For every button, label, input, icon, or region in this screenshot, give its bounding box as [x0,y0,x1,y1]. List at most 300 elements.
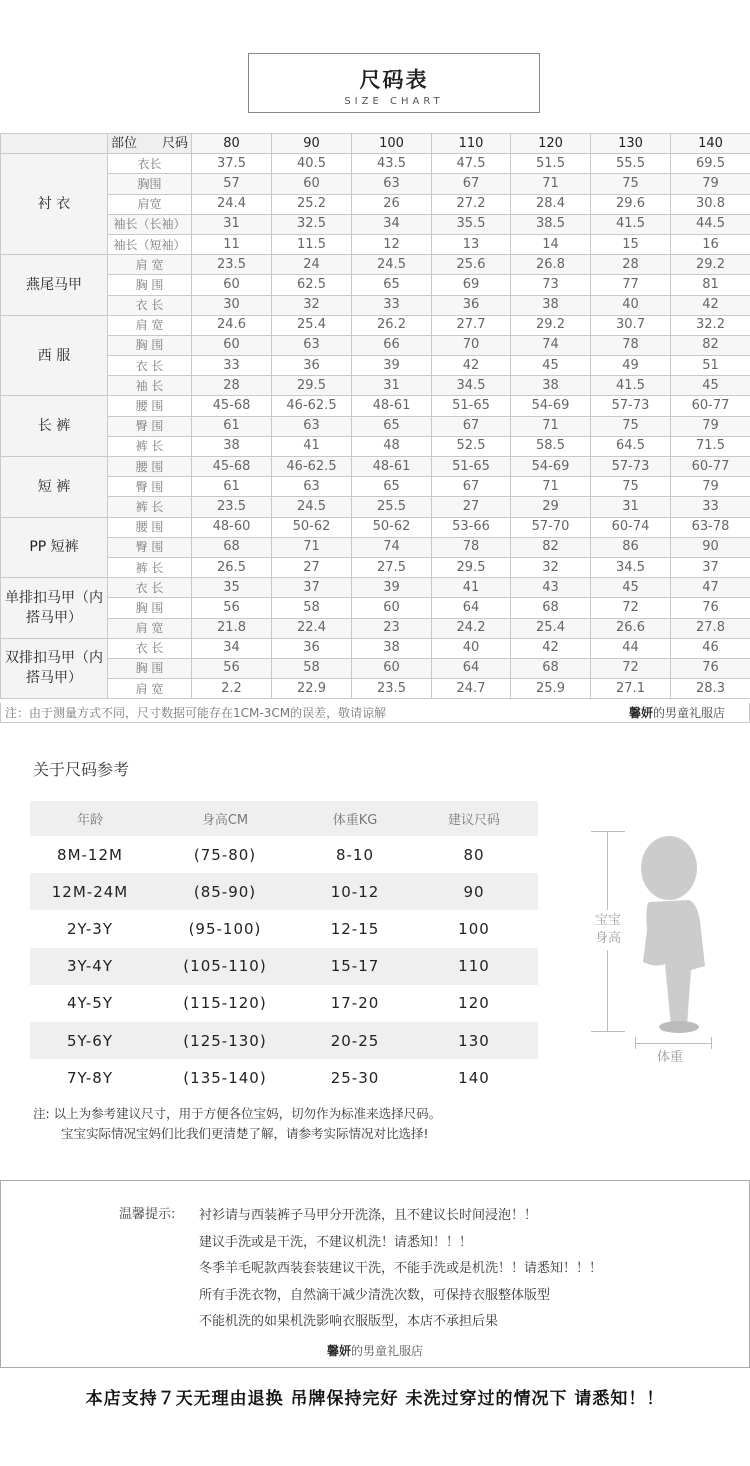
garment-name: 单排扣马甲（内搭马甲） [1,578,108,639]
measurement-value: 71 [272,537,352,557]
measurement-value: 51-65 [432,396,511,416]
measurement-value: 21.8 [192,618,272,638]
measurement-value: 38 [511,295,591,315]
measurement-value: 47 [671,578,750,598]
measurement-part: 胸 围 [108,335,192,355]
measurement-value: 25.4 [272,315,352,335]
measurement-value: 60 [352,658,432,678]
measurement-value: 40 [591,295,671,315]
measurement-value: 34 [352,214,432,234]
table-row [30,1059,538,1096]
weight-left-tick [635,1037,636,1049]
measurement-part: 肩 宽 [108,679,192,699]
measurement-part: 衣 长 [108,638,192,658]
measurement-value: 37 [272,578,352,598]
measurement-value: 41 [272,436,352,456]
washing-tips-box [0,1180,750,1368]
measurement-value: 34 [192,638,272,658]
reference-cell: (85-90) [150,873,300,910]
measurement-value: 60-77 [671,457,750,477]
measurement-value: 37.5 [192,154,272,174]
measurement-value: 51-65 [432,457,511,477]
measurement-value: 34.5 [432,376,511,396]
measurement-value: 42 [511,638,591,658]
measurement-value: 29.6 [591,194,671,214]
measurement-value: 22.4 [272,618,352,638]
measurement-part: 腰 围 [108,517,192,537]
measurement-value: 55.5 [591,154,671,174]
measurement-value: 48 [352,436,432,456]
reference-cell: 8M-12M [57,845,123,864]
shop-brand: 馨妍的男童礼服店 [628,706,725,720]
measurement-value: 44 [591,638,671,658]
measurement-value: 71 [511,174,591,194]
measurement-value: 33 [192,356,272,376]
measurement-value: 26.5 [192,557,272,577]
table-row [1,517,750,537]
measurement-value: 15 [591,234,671,254]
measurement-value: 50-62 [272,517,352,537]
table-row [1,194,750,214]
reference-cell: 2Y-3Y [66,919,114,938]
measurement-part: 裤 长 [108,436,192,456]
table-row [1,335,750,355]
weight-measure-line [635,1043,711,1044]
reference-cell: (135-140) [183,1068,267,1087]
reference-cell: 7Y-8Y [66,1068,114,1087]
measurement-value: 73 [511,275,591,295]
measurement-value: 68 [511,658,591,678]
table-row [30,948,538,985]
measurement-value: 38 [511,376,591,396]
measurement-value: 25.6 [432,255,511,275]
measurement-value: 61 [192,477,272,497]
table-row [1,376,750,396]
reference-header-cell: 身高CM [150,801,300,836]
reference-table [30,801,538,1096]
measurement-part: 胸围 [108,174,192,194]
measurement-value: 54-69 [511,457,591,477]
measurement-value: 75 [591,174,671,194]
measurement-value: 72 [591,658,671,678]
measurement-value: 26.6 [591,618,671,638]
measurement-value: 44.5 [671,214,750,234]
table-corner-cell: 部位 尺码 [108,134,192,154]
table-row [1,578,750,598]
measurement-value: 57 [192,174,272,194]
measurement-value: 45 [511,356,591,376]
measurement-value: 78 [432,537,511,557]
size-header-cell: 110 [432,134,511,154]
measurement-value: 11 [192,234,272,254]
measurement-value: 79 [671,477,750,497]
measurement-value: 26 [352,194,432,214]
measurement-value: 82 [671,335,750,355]
measurement-value: 67 [432,416,511,436]
table-row [1,679,750,699]
measurement-value: 26.2 [352,315,432,335]
measurement-value: 68 [511,598,591,618]
measurement-value: 40.5 [272,154,352,174]
measurement-value: 60-77 [671,396,750,416]
measurement-value: 75 [591,416,671,436]
measurement-value: 36 [432,295,511,315]
measurement-value: 71 [511,416,591,436]
table-row [1,275,750,295]
reference-cell: (105-110) [150,948,300,985]
measurement-value: 60-74 [591,517,671,537]
measurement-value: 31 [192,214,272,234]
measurement-value: 23 [352,618,432,638]
reference-cell: 80 [463,845,485,864]
measurement-value: 38 [352,638,432,658]
tips-lines: 衬衫请与西装裤子马甲分开洗涤，且不建议长时间浸泡！！ 建议手洗或是干洗，不建议机洗！请悉知！！！ 冬季羊毛呢款西装套装建议干洗，不能手洗或是机洗！！请悉知！！！ 所有手洗衣物，自然滴干减少清洗次数，可保持衣服整体版型 不能机洗的如果机洗影响衣服版型，本店不承担后果 [199,1208,603,1329]
kid-height-illustration [585,826,715,1066]
measurement-value: 64 [432,598,511,618]
measurement-value: 58.5 [511,436,591,456]
measurement-value: 28.4 [511,194,591,214]
table-row [1,295,750,315]
measurement-value: 39 [352,356,432,376]
measurement-part: 肩 宽 [108,618,192,638]
reference-cell: (75-80) [193,845,257,864]
reference-cell: (115-120) [183,994,267,1013]
measurement-value: 24.4 [192,194,272,214]
garment-name: 短 裤 [1,457,108,518]
measurement-value: 30.8 [671,194,750,214]
measurement-part: 衣 长 [108,356,192,376]
measurement-value: 41.5 [591,376,671,396]
measurement-value: 82 [511,537,591,557]
measurement-value: 27 [272,557,352,577]
measurement-value: 74 [352,537,432,557]
measurement-value: 65 [352,275,432,295]
size-header-cell: 80 [192,134,272,154]
measurement-value: 34.5 [591,557,671,577]
table-row [1,618,750,638]
measurement-value: 51.5 [511,154,591,174]
table-row [1,174,750,194]
measurement-value: 45-68 [192,457,272,477]
measurement-value: 25.4 [511,618,591,638]
reference-cell: 110 [410,948,538,985]
tips-label: 温馨提示: [119,1207,176,1222]
table-row [1,457,750,477]
measurement-value: 81 [671,275,750,295]
measurement-value: 50-62 [352,517,432,537]
measurement-value: 46-62.5 [272,457,352,477]
measurement-value: 60 [272,174,352,194]
measurement-value: 27 [432,497,511,517]
measurement-value: 52.5 [432,436,511,456]
measurement-value: 27.1 [591,679,671,699]
measurement-value: 69 [432,275,511,295]
measurement-value: 27.2 [432,194,511,214]
measurement-value: 31 [352,376,432,396]
measurement-value: 16 [671,234,750,254]
measurement-value: 30.7 [591,315,671,335]
measurement-value: 45 [671,376,750,396]
measurement-part: 胸 围 [108,598,192,618]
measurement-part: 胸 围 [108,658,192,678]
measurement-value: 48-61 [352,396,432,416]
measurement-value: 32.2 [671,315,750,335]
measurement-value: 30 [192,295,272,315]
measurement-part: 肩 宽 [108,315,192,335]
measurement-value: 24.7 [432,679,511,699]
measurement-value: 64.5 [591,436,671,456]
measurement-part: 腰 围 [108,396,192,416]
table-row [1,477,750,497]
measurement-value: 63 [272,416,352,436]
size-header-row [1,134,750,154]
reference-cell: 100 [458,919,490,938]
measurement-value: 61 [192,416,272,436]
measurement-value: 45 [591,578,671,598]
table-row [30,836,538,873]
measurement-value: 31 [591,497,671,517]
weight-label: 体重 [657,1050,684,1065]
measurement-value: 90 [671,537,750,557]
reference-cell: 12-15 [330,919,380,938]
table-row [1,557,750,577]
reference-cell: 130 [410,1022,538,1059]
measurement-value: 37 [671,557,750,577]
measurement-value: 62.5 [272,275,352,295]
measurement-value: 14 [511,234,591,254]
weight-right-tick [711,1037,712,1049]
measurement-part: 袖 长 [108,376,192,396]
reference-cell: 10-12 [300,873,410,910]
table-row [1,598,750,618]
measurement-value: 24.5 [352,255,432,275]
measurement-value: 28.3 [671,679,750,699]
measurement-part: 衣长 [108,154,192,174]
garment-name: 衬 衣 [1,154,108,255]
measurement-value: 24.6 [192,315,272,335]
measurement-value: 36 [272,638,352,658]
table-row [1,396,750,416]
measurement-value: 12 [352,234,432,254]
reference-cell: (125-130) [150,1022,300,1059]
measurement-value: 36 [272,356,352,376]
measurement-value: 24.2 [432,618,511,638]
table-row [1,638,750,658]
measurement-value: 65 [352,416,432,436]
measurement-part: 衣 长 [108,578,192,598]
measurement-value: 43.5 [352,154,432,174]
measurement-value: 76 [671,598,750,618]
height-label: 宝宝 身高 [591,910,625,950]
measurement-value: 48-60 [192,517,272,537]
table-row [30,1022,538,1059]
table-row [30,910,538,947]
measurement-value: 67 [432,174,511,194]
measurement-value: 28 [591,255,671,275]
measurement-value: 65 [352,477,432,497]
reference-title: 关于尺码参考 [33,760,130,779]
reference-cell: 5Y-6Y [30,1022,150,1059]
reference-cell: 12M-24M [30,873,150,910]
measurement-value: 71.5 [671,436,750,456]
measurement-value: 32 [272,295,352,315]
measurement-value: 46-62.5 [272,396,352,416]
reference-cell: 25-30 [330,1068,380,1087]
measurement-value: 45-68 [192,396,272,416]
table-row [30,985,538,1022]
table-row [1,537,750,557]
table-row [1,497,750,517]
table-row [1,658,750,678]
measurement-value: 86 [591,537,671,557]
measurement-value: 28 [192,376,272,396]
measurement-value: 60 [192,275,272,295]
size-header-cell: 120 [511,134,591,154]
table-corner-blank [1,134,108,154]
garment-name: 长 裤 [1,396,108,457]
size-header-cell: 130 [591,134,671,154]
measurement-value: 79 [671,174,750,194]
measurement-part: 肩 宽 [108,255,192,275]
measurement-value: 23.5 [192,497,272,517]
measurement-part: 腰 围 [108,457,192,477]
measurement-value: 29.5 [432,557,511,577]
measurement-value: 24 [272,255,352,275]
garment-name: PP 短裤 [1,517,108,578]
size-header-cell: 140 [671,134,750,154]
measurement-value: 42 [432,356,511,376]
garment-name: 西 服 [1,315,108,396]
measurement-value: 29.2 [511,315,591,335]
measurement-part: 臀 围 [108,537,192,557]
measurement-value: 41 [432,578,511,598]
measurement-value: 46 [671,638,750,658]
measurement-value: 60 [352,598,432,618]
size-header-cell: 90 [272,134,352,154]
measurement-value: 29.2 [671,255,750,275]
measurement-value: 41.5 [591,214,671,234]
reference-header-cell: 体重KG [300,801,410,836]
reference-cell: 8-10 [335,845,375,864]
measurement-value: 56 [192,598,272,618]
measurement-value: 25.9 [511,679,591,699]
size-chart-title-box [248,53,540,113]
measurement-value: 70 [432,335,511,355]
table-row [1,154,750,174]
measurement-value: 38 [192,436,272,456]
measurement-part: 袖长（长袖） [108,214,192,234]
measurement-value: 27.7 [432,315,511,335]
reference-cell: 140 [458,1068,490,1087]
measurement-value: 63 [272,477,352,497]
measurement-value: 26.8 [511,255,591,275]
measurement-value: 39 [352,578,432,598]
measurement-value: 53-66 [432,517,511,537]
tips-shop-brand: 馨妍的男童礼服店 [326,1344,424,1358]
table-row [1,356,750,376]
measurement-value: 68 [192,537,272,557]
measurement-value: 32.5 [272,214,352,234]
reference-cell: (95-100) [188,919,262,938]
measurement-part: 裤 长 [108,557,192,577]
measurement-part: 裤 长 [108,497,192,517]
measurement-value: 66 [352,335,432,355]
measurement-value: 35 [192,578,272,598]
measurement-value: 47.5 [432,154,511,174]
reference-header-row [30,801,538,836]
measurement-value: 2.2 [192,679,272,699]
measurement-value: 25.5 [352,497,432,517]
measurement-value: 60 [192,335,272,355]
table-row [1,416,750,436]
page-subtitle: SIZE CHART [344,96,444,107]
measurement-value: 38.5 [511,214,591,234]
measurement-value: 33 [352,295,432,315]
measurement-value: 33 [671,497,750,517]
measurement-value: 57-70 [511,517,591,537]
measurement-value: 32 [511,557,591,577]
measurement-part: 胸 围 [108,275,192,295]
page-title: 尺码表 [359,68,429,92]
measurement-part: 肩宽 [108,194,192,214]
measurement-value: 23.5 [192,255,272,275]
measurement-part: 臀 围 [108,477,192,497]
measurement-value: 69.5 [671,154,750,174]
measurement-value: 25.2 [272,194,352,214]
return-policy-text: 本店支持７天无理由退换 吊牌保持完好 未洗过穿过的情况下 请悉知！！ [85,1389,665,1409]
reference-cell: 90 [410,873,538,910]
reference-cell: 17-20 [330,994,380,1013]
measurement-value: 63 [352,174,432,194]
measurement-value: 29 [511,497,591,517]
measurement-value: 11.5 [272,234,352,254]
measurement-value: 77 [591,275,671,295]
measurement-value: 58 [272,658,352,678]
size-header-cell: 100 [352,134,432,154]
table-row [1,315,750,335]
measurement-value: 57-73 [591,457,671,477]
table-row [1,234,750,254]
height-top-tick [591,831,625,832]
measurement-value: 63-78 [671,517,750,537]
height-bottom-tick [591,1031,625,1032]
measurement-value: 75 [591,477,671,497]
reference-header-cell: 建议尺码 [410,801,538,836]
measurement-value: 22.9 [272,679,352,699]
measurement-note: 注：由于测量方式不同，尺寸数据可能存在1CM-3CM的误差，敬请谅解 [5,706,387,720]
measurement-value: 27.5 [352,557,432,577]
reference-cell: 4Y-5Y [66,994,114,1013]
garment-name: 燕尾马甲 [1,255,108,316]
reference-cell: 120 [458,994,490,1013]
measurement-value: 56 [192,658,272,678]
table-row [30,873,538,910]
measurement-value: 71 [511,477,591,497]
measurement-value: 74 [511,335,591,355]
reference-cell: 20-25 [300,1022,410,1059]
kid-silhouette-icon [635,830,715,1036]
reference-cell: 15-17 [300,948,410,985]
measurement-value: 23.5 [352,679,432,699]
measurement-value: 24.5 [272,497,352,517]
reference-cell: 3Y-4Y [30,948,150,985]
measurement-value: 27.8 [671,618,750,638]
measurement-value: 57-73 [591,396,671,416]
measurement-value: 40 [432,638,511,658]
measurement-value: 78 [591,335,671,355]
measurement-value: 29.5 [272,376,352,396]
measurement-value: 42 [671,295,750,315]
